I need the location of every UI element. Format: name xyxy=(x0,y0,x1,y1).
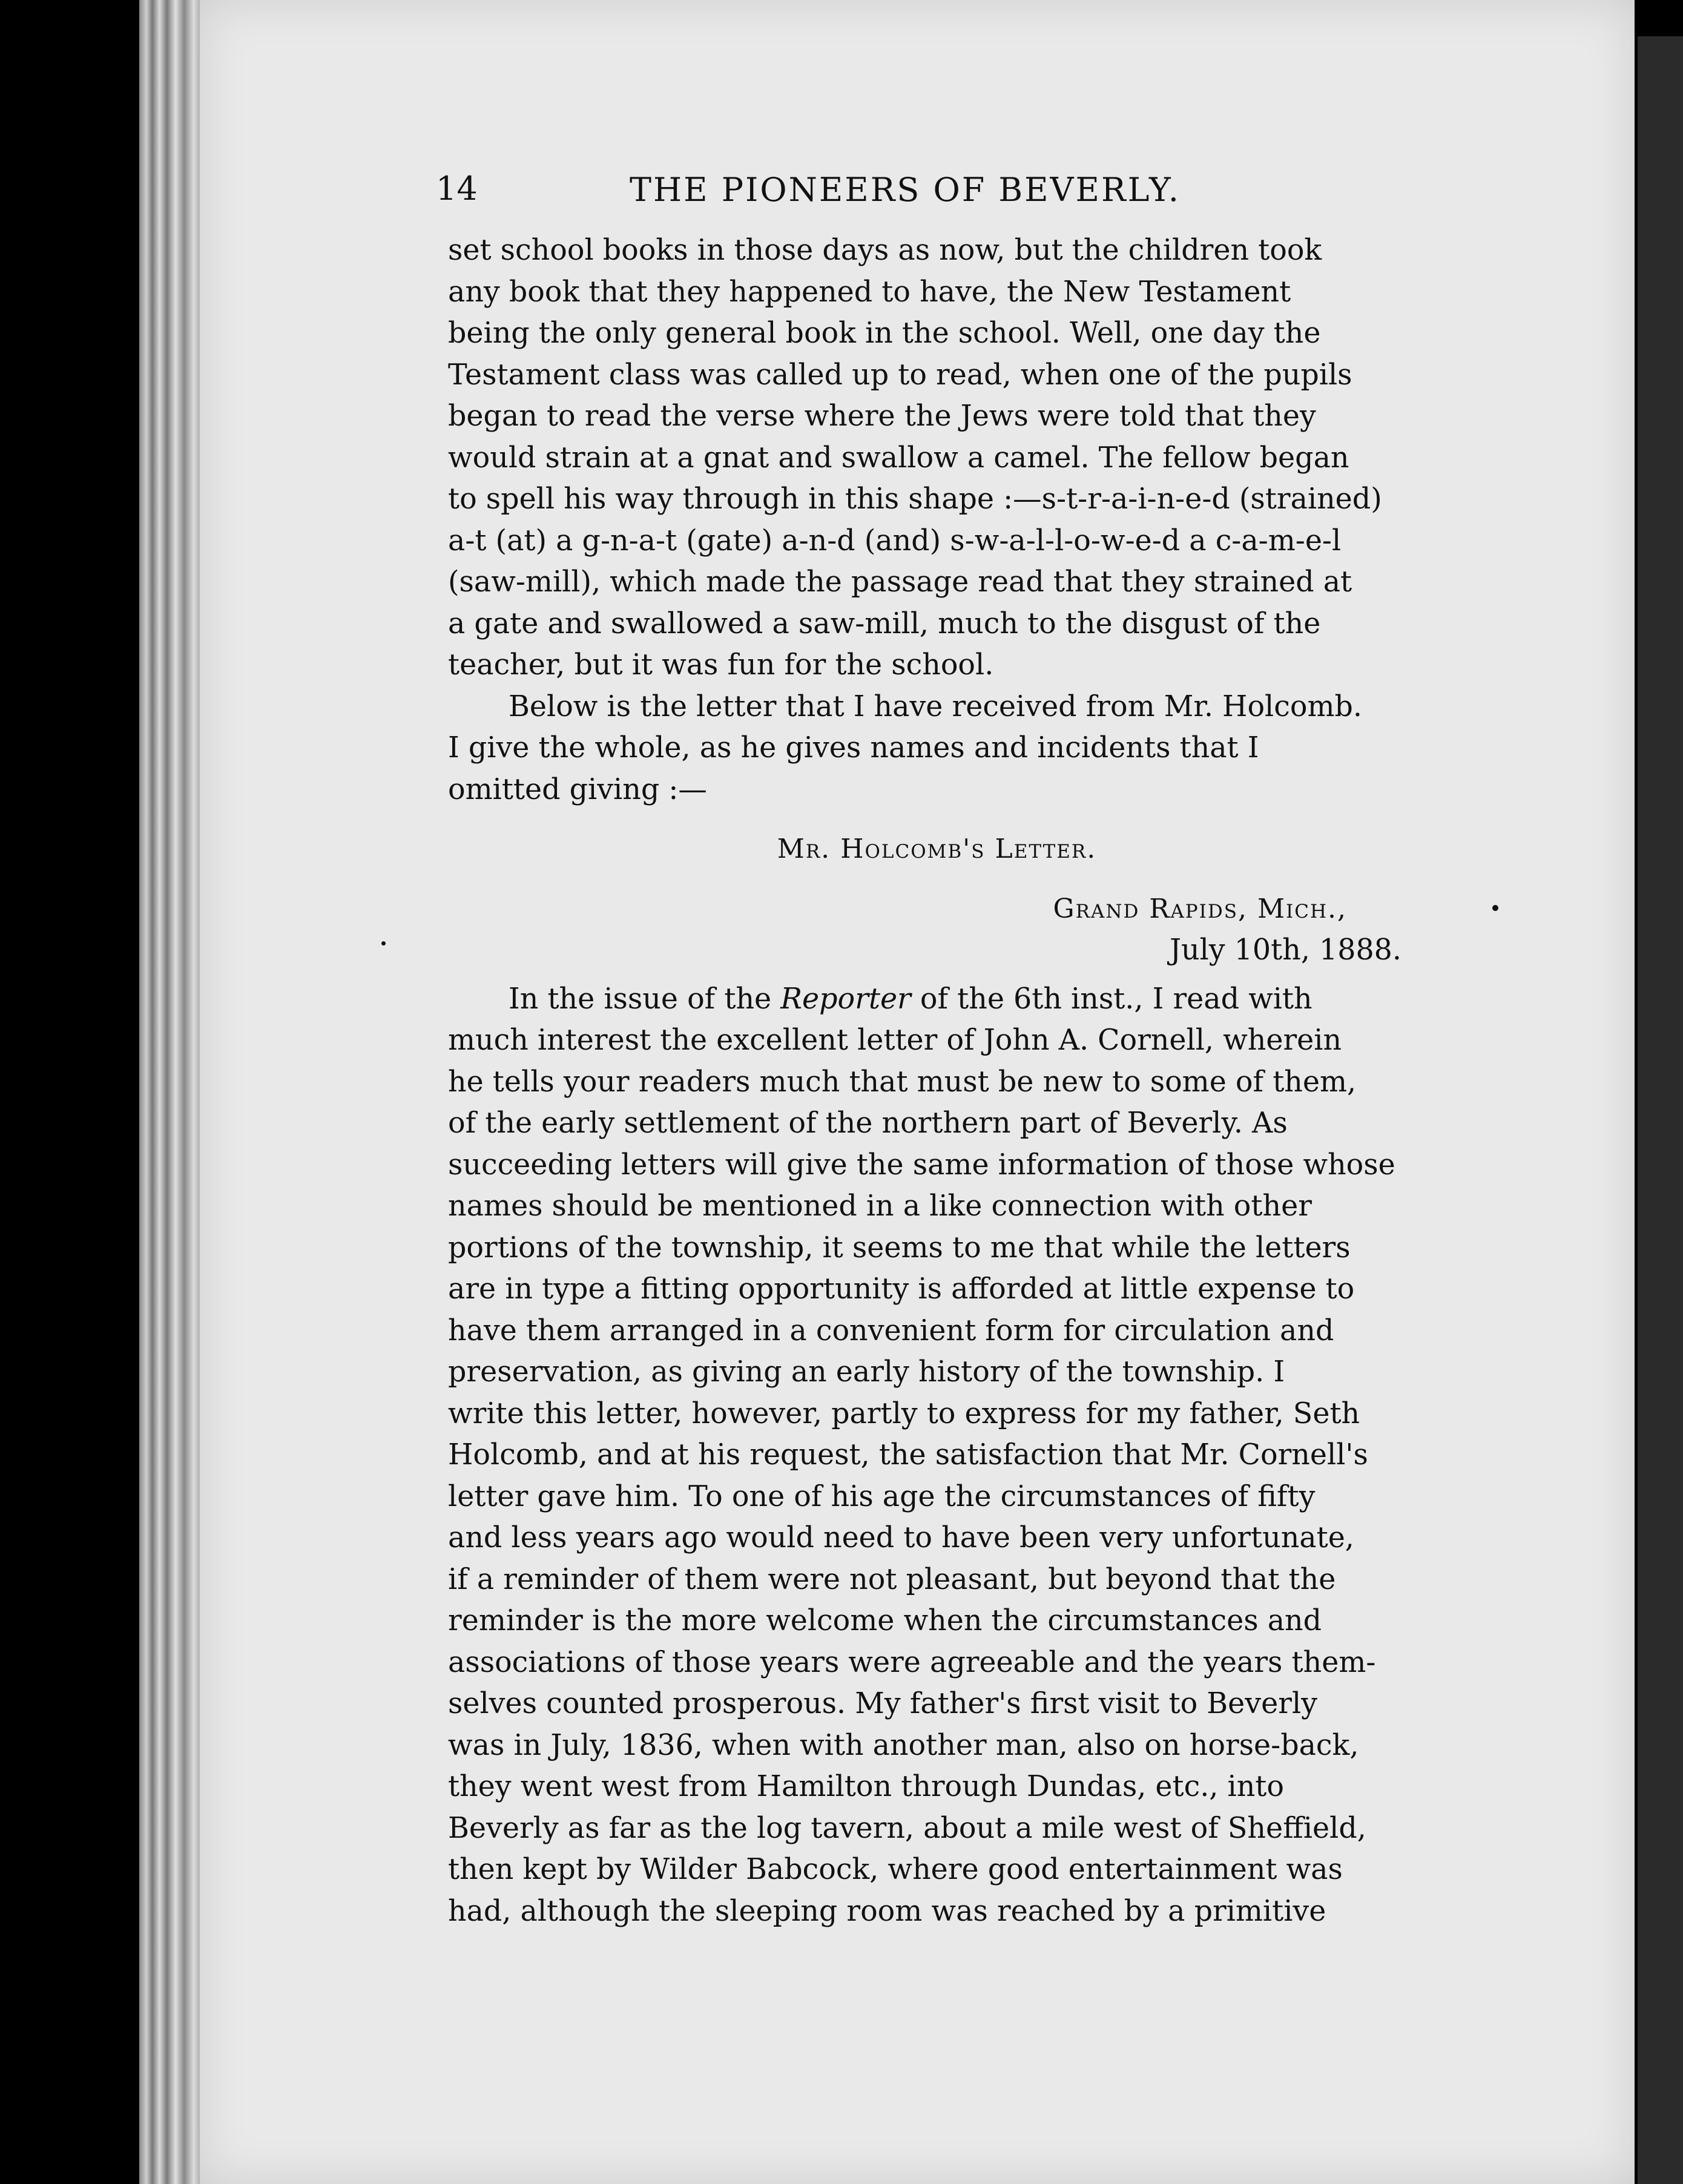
text-line: have them arranged in a convenient form for circulation and xyxy=(448,1314,1334,1347)
text-line: began to read the verse where the Jews were told that they xyxy=(448,400,1316,433)
paragraph-intro-letter xyxy=(448,686,1426,811)
letter-heading: Mr. Holcomb's Letter. xyxy=(777,834,1097,864)
text-line: a gate and swallowed a saw-mill, much to the disgust of the xyxy=(448,607,1321,640)
text-line: any book that they happened to have, the New Testament xyxy=(448,275,1291,309)
text-line: associations of those years were agreeable and the years them- xyxy=(448,1645,1376,1679)
text-line: Below is the letter that I have received from Mr. Holcomb. xyxy=(509,689,1362,723)
text-line: Beverly as far as the log tavern, about a mile west of Sheffield, xyxy=(448,1811,1366,1845)
text-line: write this letter, however, partly to express for my father, Seth xyxy=(448,1396,1360,1430)
text-line: (saw-mill), which made the passage read that they strained at xyxy=(448,565,1352,599)
text-line: was in July, 1836, when with another man, also on horse-back, xyxy=(448,1728,1359,1762)
text-run: In the issue of the xyxy=(509,982,781,1016)
text-line: would strain at a gnat and swallow a camel. The fellow began xyxy=(448,441,1349,475)
page-number: 14 xyxy=(436,169,478,208)
text-line: if a reminder of them were not pleasant, but beyond that the xyxy=(448,1562,1336,1596)
text-line: they went west from Hamilton through Dundas, etc., into xyxy=(448,1770,1284,1803)
paragraph-school xyxy=(448,230,1426,686)
text-line: preservation, as giving an early history of the township. I xyxy=(448,1355,1285,1389)
text-line: names should be mentioned in a like connection with other xyxy=(448,1189,1312,1223)
letter-date: July 10th, 1888. xyxy=(1169,933,1401,967)
text-line: selves counted prosperous. My father's first visit to Beverly xyxy=(448,1687,1317,1720)
text-line: are in type a fitting opportunity is afforded at little expense to xyxy=(448,1272,1355,1306)
text-line: Holcomb, and at his request, the satisfaction that Mr. Cornell's xyxy=(448,1438,1368,1472)
text-line xyxy=(448,979,1426,1021)
text-line: and less years ago would need to have been very unfortunate, xyxy=(448,1521,1354,1554)
paragraph-letter-body xyxy=(448,979,1426,1933)
text-line: I give the whole, as he gives names and incidents that I xyxy=(448,731,1259,765)
newspaper-title: Reporter xyxy=(780,982,911,1016)
text-line: letter gave him. To one of his age the circumstances of fifty xyxy=(448,1479,1316,1513)
text-line: a-t (at) a g-n-a-t (gate) a-n-d (and) s-w-a-l-l-o-w-e-d a c-a-m-e-l xyxy=(448,524,1342,558)
text-line: he tells your readers much that must be new to some of them, xyxy=(448,1065,1357,1099)
text-line: reminder is the more welcome when the circumstances and xyxy=(448,1604,1322,1637)
speck-mark xyxy=(1492,905,1498,911)
text-run: of the 6th inst., I read with xyxy=(911,982,1312,1016)
letter-place: Grand Rapids, Mich., xyxy=(1053,893,1347,924)
page-header xyxy=(436,163,1426,230)
text-line: set school books in those days as now, but the children took xyxy=(448,234,1322,267)
text-line: teacher, but it was fun for the school. xyxy=(448,648,994,682)
text-line: omitted giving :— xyxy=(448,772,707,806)
page-text xyxy=(436,163,1426,1932)
text-line: then kept by Wilder Babcock, where good entertainment was xyxy=(448,1853,1343,1886)
text-line: much interest the excellent letter of John A. Cornell, wherein xyxy=(448,1024,1342,1057)
text-line: to spell his way through in this shape :—s-t-r-a-i-n-e-d (strained) xyxy=(448,482,1382,516)
running-head: THE PIONEERS OF BEVERLY. xyxy=(630,171,1181,209)
binding-shadow xyxy=(1638,36,1683,2184)
text-line: had, although the sleeping room was reached by a primitive xyxy=(448,1894,1326,1928)
text-line: being the only general book in the school. Well, one day the xyxy=(448,317,1321,350)
text-line: of the early settlement of the northern part of Beverly. As xyxy=(448,1107,1288,1140)
text-line: Testament class was called up to read, when one of the pupils xyxy=(448,358,1352,392)
text-line: succeeding letters will give the same information of those whose xyxy=(448,1148,1395,1182)
speck-mark xyxy=(381,941,386,946)
text-line: portions of the township, it seems to me that while the letters xyxy=(448,1231,1351,1265)
